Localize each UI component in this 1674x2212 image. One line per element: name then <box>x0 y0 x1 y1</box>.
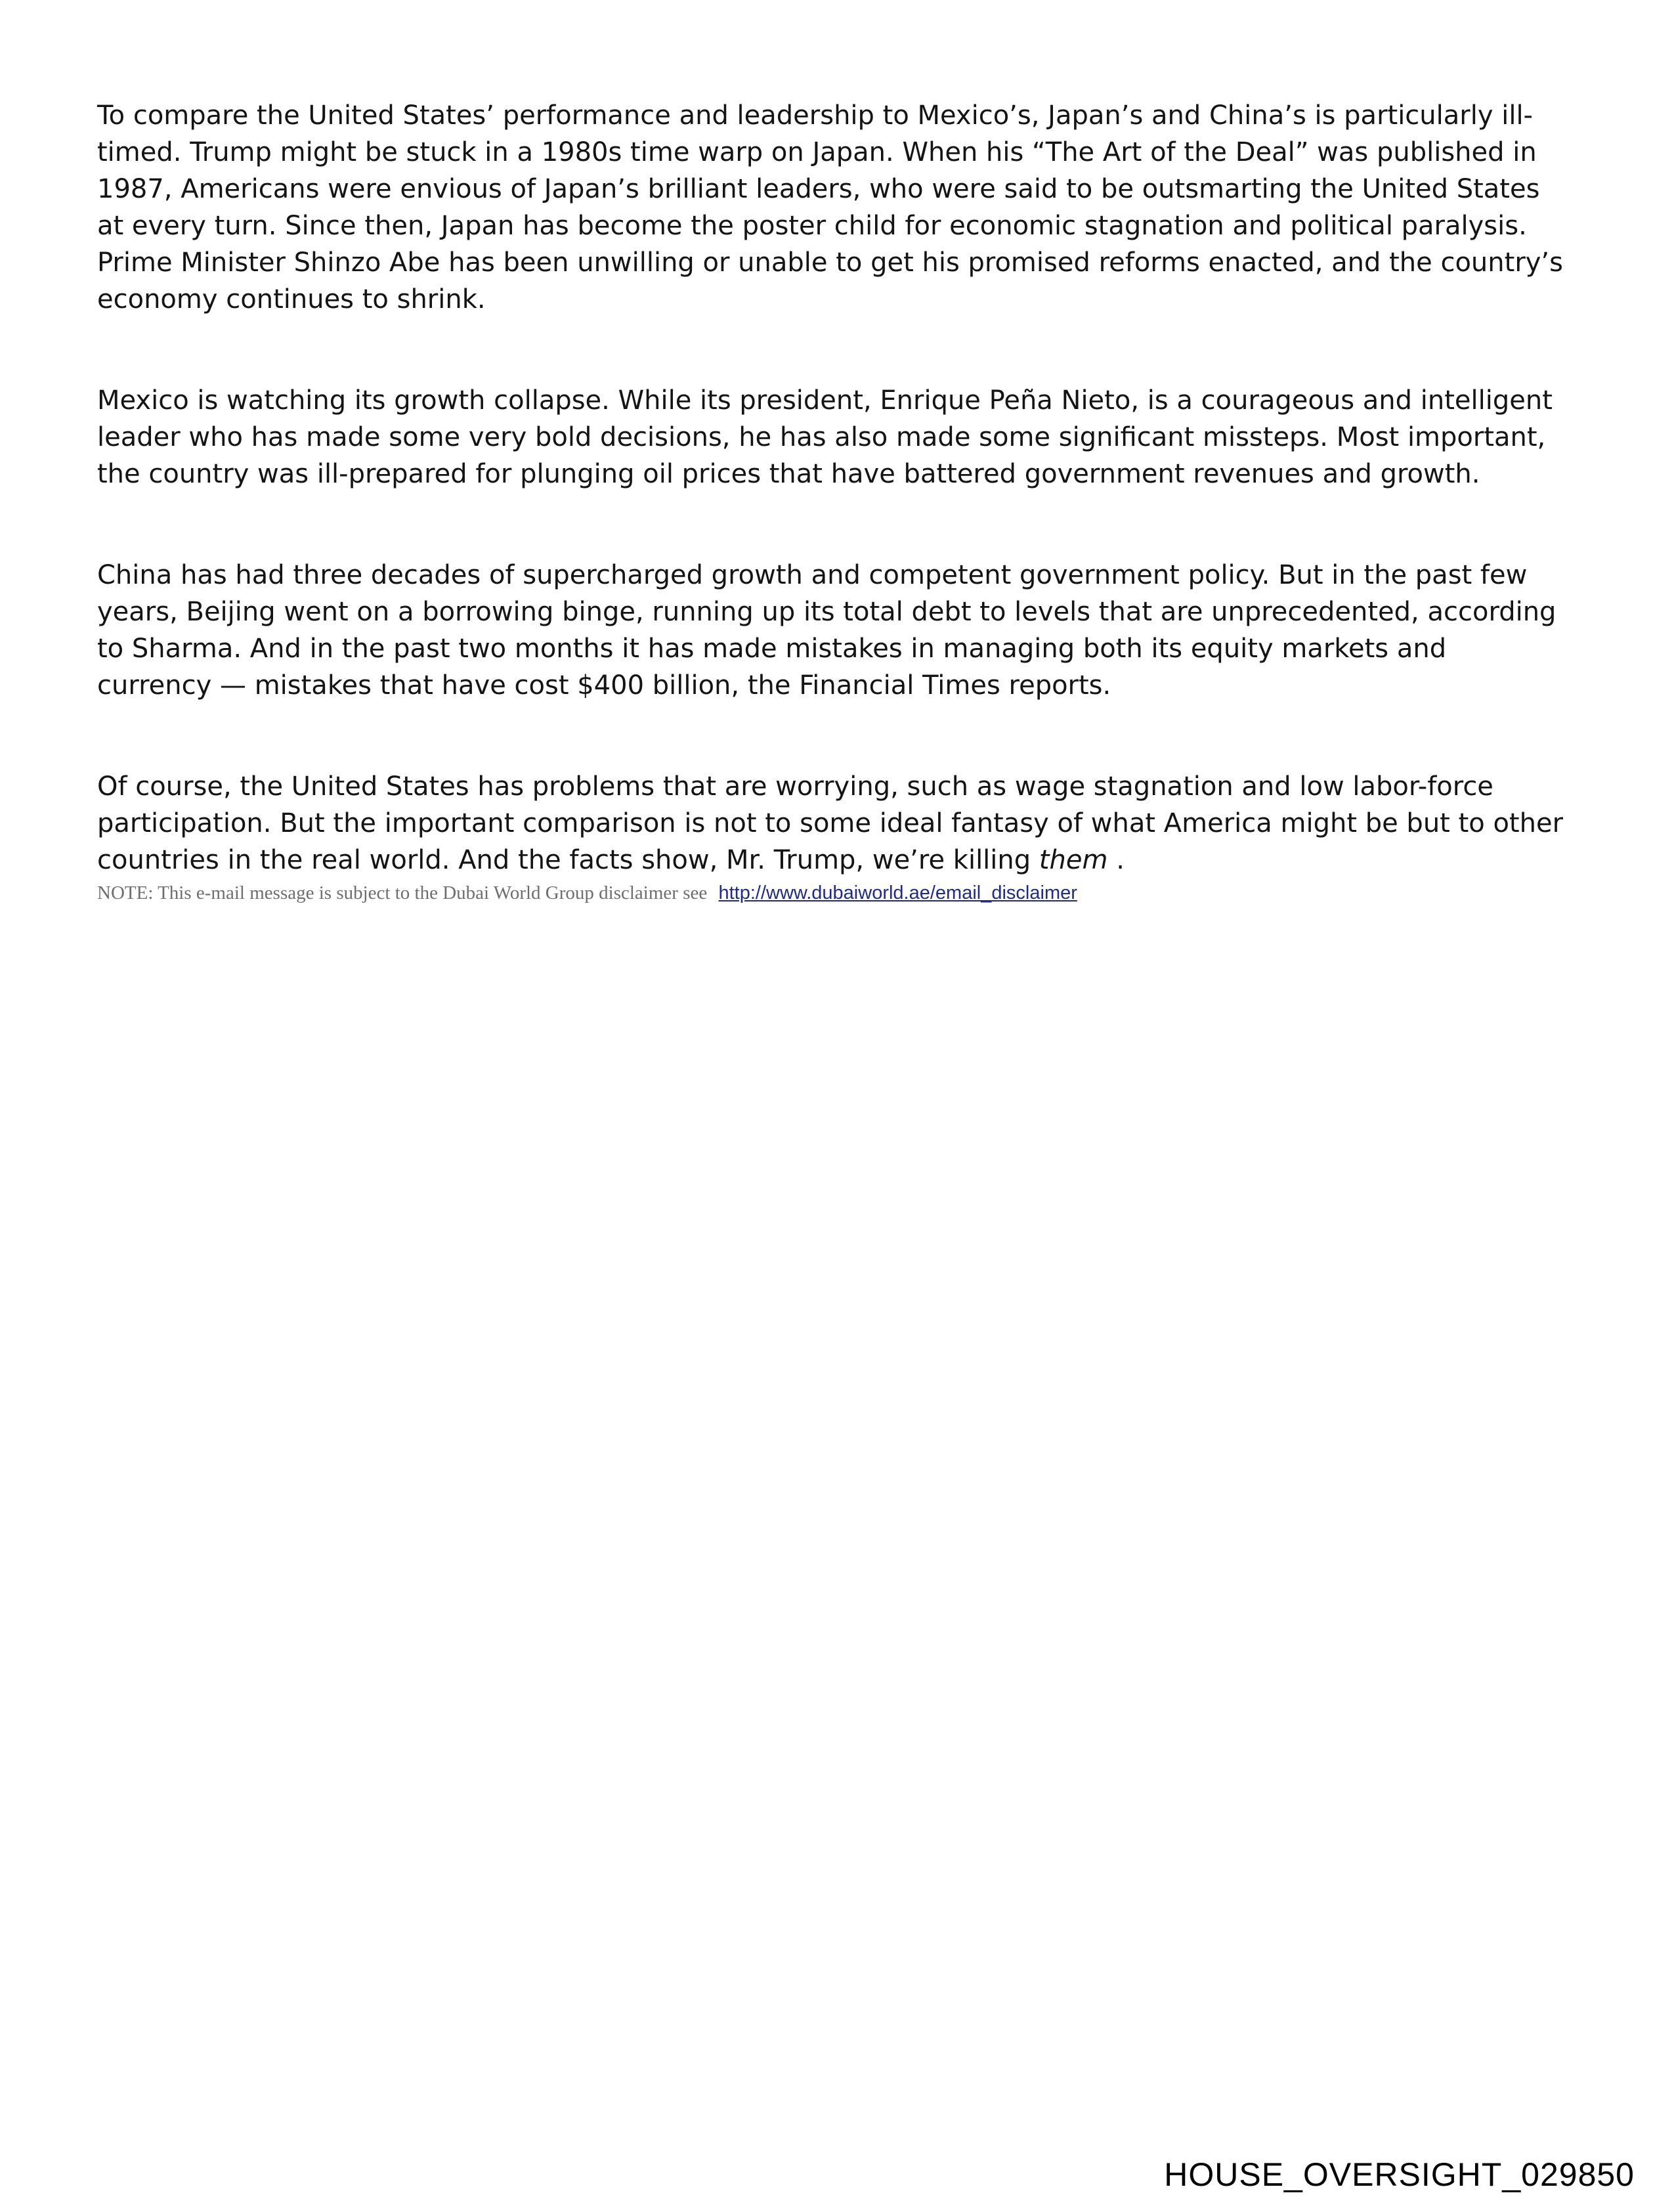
conclusion-end: . <box>1107 845 1125 875</box>
disclaimer-link[interactable]: http://www.dubaiworld.ae/email_disclaimer <box>718 882 1077 903</box>
disclaimer-text: NOTE: This e-mail message is subject to the Dubai World Group disclaimer see <box>97 882 708 903</box>
conclusion-text: Of course, the United States has problems that are worrying, such as wage stagnation and low labor-force participation. But the important comparison is not to some ideal fantasy of what America might be but to other countries in the real world. And the facts show, Mr. Trump, we’re killing <box>97 771 1564 875</box>
bates-number: HOUSE_OVERSIGHT_029850 <box>1164 2156 1635 2193</box>
disclaimer-note <box>97 880 1568 906</box>
conclusion-emphasis: them <box>1039 845 1108 875</box>
paragraph-japan: To compare the United States’ performance and leadership to Mexico’s, Japan’s and China’s is particularly ill-timed. Trump might be stuck in a 1980s time warp on Japan. When his “The Art of the Deal” was published in 1987, Americans were envious of Japan’s brilliant leaders, who were said to be outsmarting the United States at every turn. Since then, Japan has become the poster child for economic stagnation and political paralysis. Prime Minister Shinzo Abe has been unwilling or unable to get his promised reforms enacted, and the country’s economy continues to shrink. <box>97 100 1563 314</box>
email-body <box>97 97 1568 943</box>
paragraph-mexico: Mexico is watching its growth collapse. While its president, Enrique Peña Nieto, is a courageous and intelligent leader who has made some very bold decisions, he has also made some significant missteps. Most important, the country was ill-prepared for plunging oil prices that have battered government revenues and growth. <box>97 385 1553 489</box>
paragraph-conclusion <box>97 768 1568 878</box>
paragraph-china: China has had three decades of supercharged growth and competent government policy. But in the past few years, Beijing went on a borrowing binge, running up its total debt to levels that are unprecedented, according to Sharma. And in the past two months it has made mistakes in managing both its equity markets and currency — mistakes that have cost $400 billion, the Financial Times reports. <box>97 560 1556 701</box>
